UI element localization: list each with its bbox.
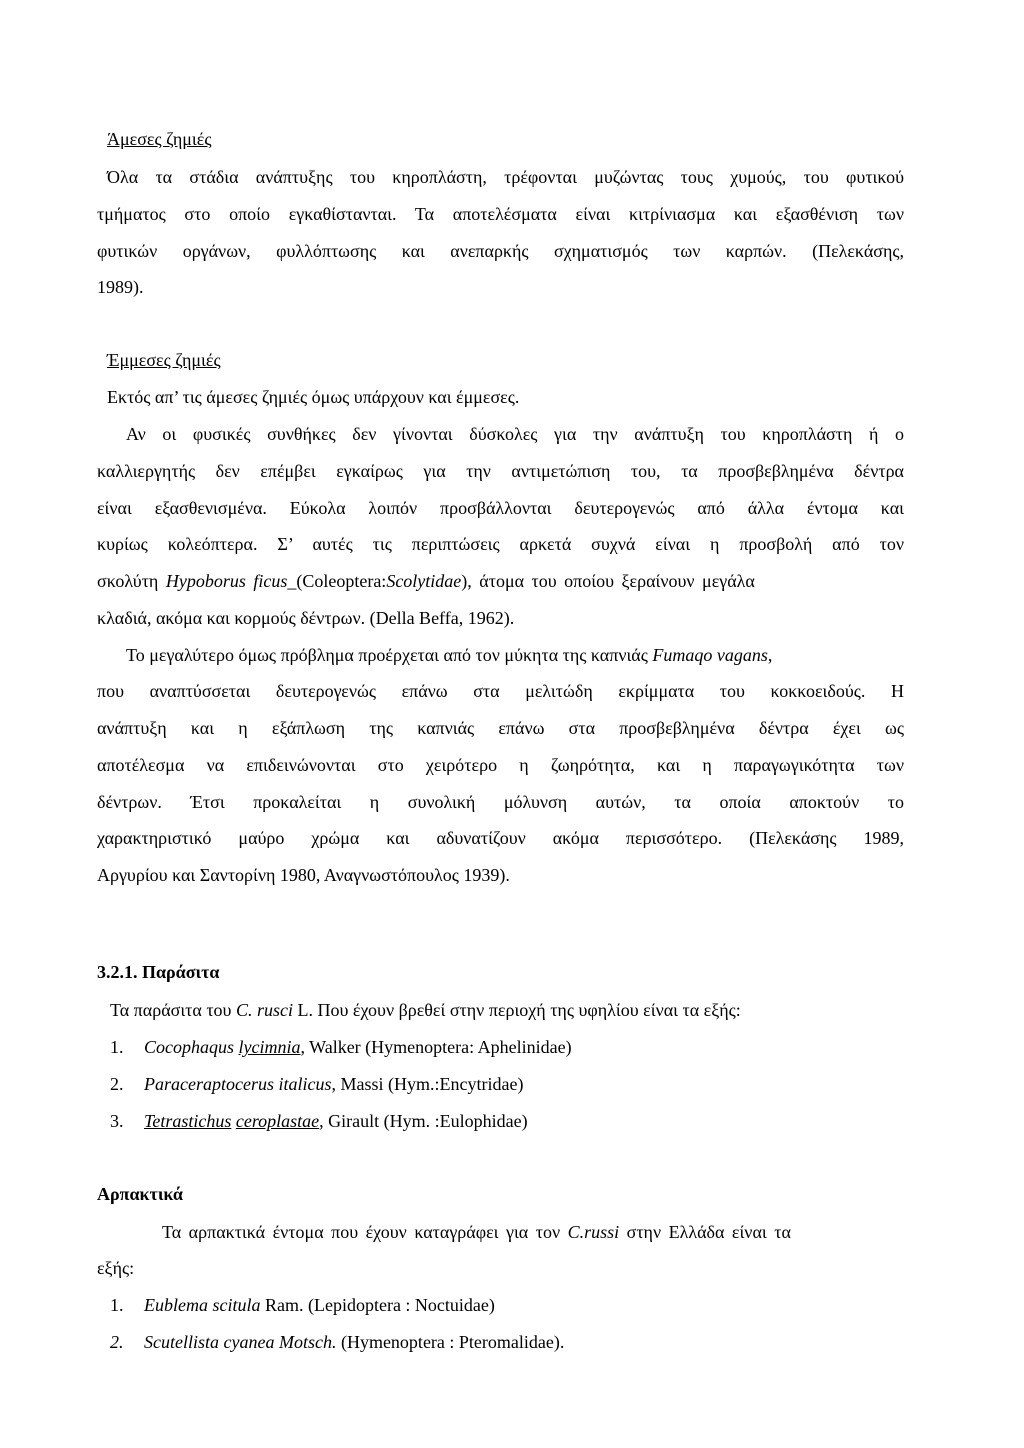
text-line: κυρίως κολεόπτερα. Σ’ αυτές τις περιπτώσεις αρκετά συχνά είναι η προσβολή από τον	[97, 534, 904, 554]
text-fragment: Ram. (Lepidoptera : Noctuidae)	[260, 1295, 495, 1315]
family-name: Scolytidae	[386, 571, 462, 591]
list-number: 3.	[110, 1111, 124, 1131]
species-name: Paraceraptocerus italicus	[144, 1074, 332, 1094]
text-fragment: ), άτομα του οποίου ξεραίνουν μεγάλα	[461, 571, 755, 591]
text-fragment: L. Που έχουν βρεθεί στην περιοχή της υφηλίου είναι τα εξής:	[293, 1000, 741, 1020]
text-line: δέντρων. Έτσι προκαλείται η συνολική μόλυνση αυτών, τα οποία αποκτούν το	[97, 792, 904, 812]
text-fragment: Τα αρπακτικά έντομα που έχουν καταγράφει για τον	[162, 1222, 568, 1242]
text-line: Εκτός απ’ τις άμεσες ζημιές όμως υπάρχουν και έμμεσες.	[107, 387, 520, 407]
text-fragment: σκολύτη	[97, 571, 166, 591]
text-fragment: (Coleoptera:	[296, 571, 387, 591]
text-line: 1989).	[97, 277, 144, 297]
list-number: 2.	[110, 1074, 124, 1094]
text-line: Αργυρίου και Σαντορίνη 1980, Αναγνωστόπουλος 1939).	[97, 865, 510, 885]
section-heading-predators: Αρπακτικά	[97, 1184, 183, 1204]
text-fragment: ,	[767, 645, 773, 665]
section-heading-parasites: 3.2.1. Παράσιτα	[97, 962, 220, 982]
text-fragment: , Girault (Hym. :Eulophidae)	[319, 1111, 528, 1131]
text-fragment: (Hymenoptera : Pteromalidae).	[336, 1332, 565, 1352]
text-line: αποτέλεσμα να επιδεινώνονται στο χειρότερο η ζωηρότητα, και η παραγωγικότητα των	[97, 755, 904, 775]
list-item	[110, 1073, 523, 1095]
text-fragment: Τα παράσιτα του	[110, 1000, 236, 1020]
text-fragment: Το μεγαλύτερο όμως πρόβλημα προέρχεται από τον μύκητα της καπνιάς	[126, 645, 653, 665]
section-heading-direct-damage: Άμεσες ζημιές	[107, 129, 212, 149]
text-line: χαρακτηριστικό μαύρο χρώμα και αδυνατίζουν ακόμα περισσότερο. (Πελεκάσης 1989,	[97, 828, 904, 848]
text-line: τμήματος στο οποίο εγκαθίστανται. Τα αποτελέσματα είναι κιτρίνιασμα και εξασθένιση των	[97, 204, 904, 224]
species-name: Cocophaqus	[144, 1037, 234, 1057]
list-number: 1.	[110, 1037, 124, 1057]
text-fragment: , Massi (Hym.:Encytridae)	[331, 1074, 524, 1094]
text-line	[162, 1221, 904, 1243]
species-name: Tetrastichus	[144, 1111, 232, 1131]
species-name: lycimnia	[238, 1037, 301, 1057]
list-item	[110, 1110, 528, 1132]
list-item	[110, 1294, 495, 1316]
species-name: Fumaqo vagans	[652, 645, 768, 665]
list-number: 1.	[110, 1295, 124, 1315]
text-line	[97, 570, 904, 592]
species-name: C. rusci	[235, 1000, 293, 1020]
text-line: Αν οι φυσικές συνθήκες δεν γίνονται δύσκολες για την ανάπτυξη του κηροπλάστη ή ο	[126, 424, 904, 444]
text-line: ανάπτυξη και η εξάπλωση της καπνιάς επάνω στα προσβεβλημένα δέντρα έχει ως	[97, 718, 904, 738]
list-item	[110, 1036, 572, 1058]
section-heading-indirect-damage: Έμμεσες ζημιές	[107, 350, 221, 370]
species-name: Scutellista cyanea Motsch.	[144, 1332, 337, 1352]
text-line: εξής:	[97, 1258, 135, 1278]
text-line: που αναπτύσσεται δευτερογενώς επάνω στα μελιτώδη εκρίμματα του κοκκοειδούς. Η	[97, 681, 904, 701]
text-line: φυτικών οργάνων, φυλλόπτωσης και ανεπαρκής σχηματισμός των καρπών. (Πελεκάσης,	[97, 241, 904, 261]
species-name: Hypoborus ficus	[165, 571, 288, 591]
text-line	[110, 999, 741, 1021]
text-line: καλλιεργητής δεν επέμβει εγκαίρως για την αντιμετώπιση του, τα προσβεβλημένα δέντρα	[97, 461, 904, 481]
text-fragment: στην Ελλάδα είναι τα	[619, 1222, 791, 1242]
text-line	[126, 644, 772, 666]
text-fragment: , Walker (Hymenoptera: Aphelinidae)	[300, 1037, 572, 1057]
list-item	[110, 1331, 564, 1353]
text-line: Όλα τα στάδια ανάπτυξης του κηροπλάστη, τρέφονται μυζώντας τους χυμούς, του φυτικού	[107, 167, 904, 187]
text-line: είναι εξασθενισμένα. Εύκολα λοιπόν προσβάλλονται δευτερογενώς από άλλα έντομα και	[97, 498, 904, 518]
species-name: C.russi	[567, 1222, 620, 1242]
text-fragment: _	[287, 571, 297, 591]
species-name: ceroplastae	[235, 1111, 320, 1131]
text-line: κλαδιά, ακόμα και κορμούς δέντρων. (Della Beffa, 1962).	[97, 608, 515, 628]
species-name: Eublema scitula	[144, 1295, 261, 1315]
list-number: 2.	[110, 1332, 124, 1352]
